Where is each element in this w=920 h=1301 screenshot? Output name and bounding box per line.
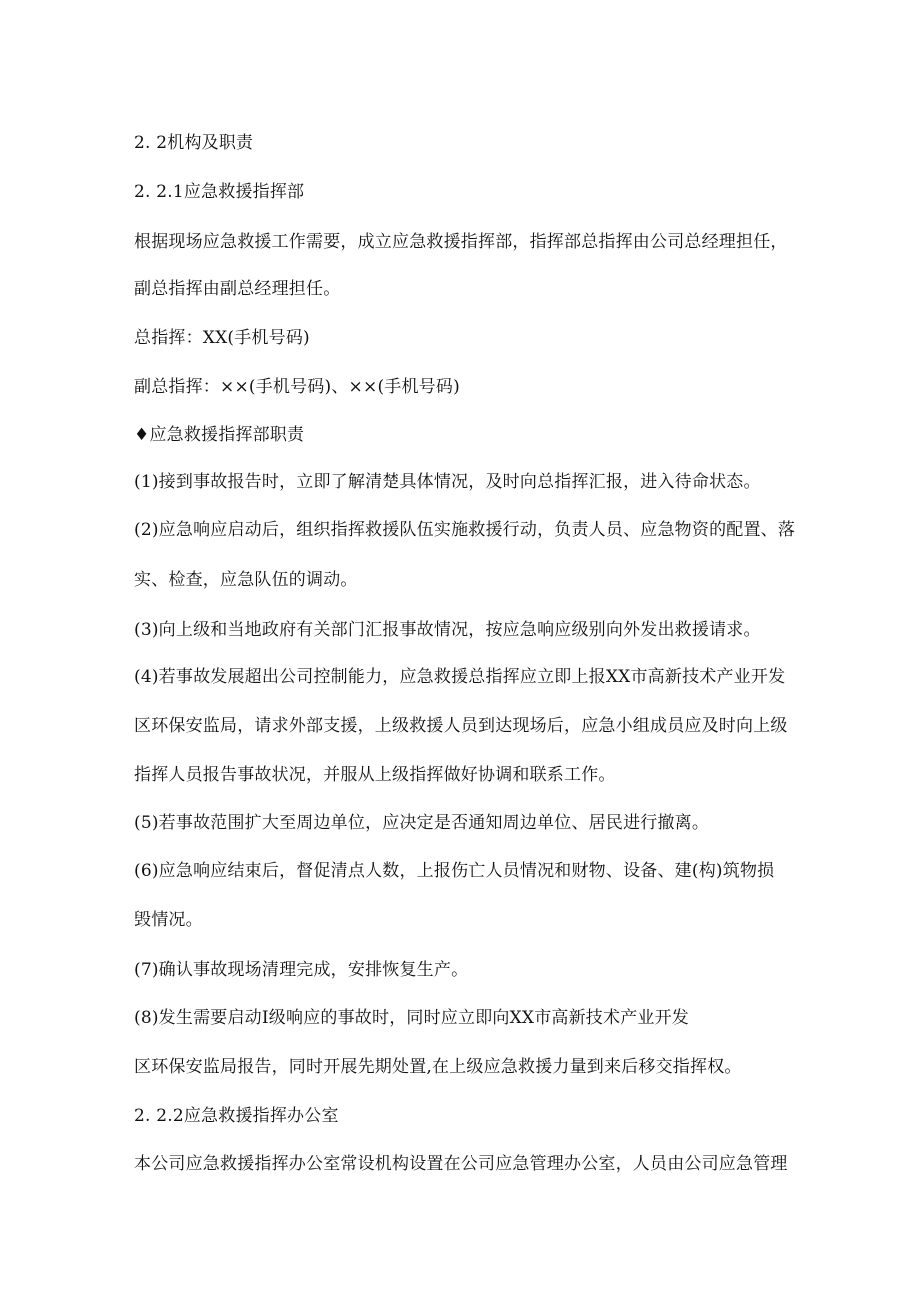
duty-item: (3)向上级和当地政府有关部门汇报事故情况，按应急响应级别向外发出救援请求。 xyxy=(134,620,761,640)
paragraph-line: 副总指挥由副总经理担任。 xyxy=(134,279,341,299)
commander-line: 总指挥：XX(手机号码) xyxy=(134,328,310,348)
duty-item: (5)若事故范围扩大至周边单位，应决定是否通知周边单位、居民进行撤离。 xyxy=(134,813,710,833)
section-heading: 2. 2机构及职责 xyxy=(134,133,254,153)
duty-item: (6)应急响应结束后，督促清点人数，上报伤亡人员情况和财物、设备、建(构)筑物损 xyxy=(134,861,775,881)
paragraph-line: 本公司应急救援指挥办公室常设机构设置在公司应急管理办公室，人员由公司应急管理 xyxy=(134,1154,788,1174)
duty-item: (7)确认事故现场清理完成，安排恢复生产。 xyxy=(134,960,469,980)
duty-item-continued: 区环保安监局，请求外部支援，上级救援人员到达现场后，应急小组成员应及时向上级 xyxy=(134,716,788,736)
duty-item: (1)接到事故报告时，立即了解清楚具体情况，及时向总指挥汇报，进入待命状态。 xyxy=(134,472,761,492)
duty-item-continued: 指挥人员报告事故状况，并服从上级指挥做好协调和联系工作。 xyxy=(134,765,616,785)
duties-heading: ♦应急救援指挥部职责 xyxy=(134,425,305,445)
subsection-heading: 2. 2.1应急救援指挥部 xyxy=(134,182,305,202)
duty-item: (2)应急响应启动后，组织指挥救援队伍实施救援行动，负责人员、应急物资的配置、落 xyxy=(134,520,796,540)
paragraph-line: 根据现场应急救援工作需要，成立应急救援指挥部，指挥部总指挥由公司总经理担任， xyxy=(134,232,788,252)
duty-item-continued: 区环保安监局报告，同时开展先期处置,在上级应急救援力量到来后移交指挥权。 xyxy=(134,1057,742,1077)
subsection-heading: 2. 2.2应急救援指挥办公室 xyxy=(134,1106,339,1126)
duty-item-continued: 实、检查，应急队伍的调动。 xyxy=(134,570,358,590)
duty-item: (4)若事故发展超出公司控制能力，应急救援总指挥应立即上报XX市高新技术产业开发 xyxy=(134,667,786,687)
duty-item-continued: 毁情况。 xyxy=(134,910,203,930)
duty-item: (8)发生需要启动Ⅰ级响应的事故时，同时应立即向XX市高新技术产业开发 xyxy=(134,1008,689,1028)
deputy-commander-line: 副总指挥：××(手机号码)、××(手机号码) xyxy=(134,377,460,397)
